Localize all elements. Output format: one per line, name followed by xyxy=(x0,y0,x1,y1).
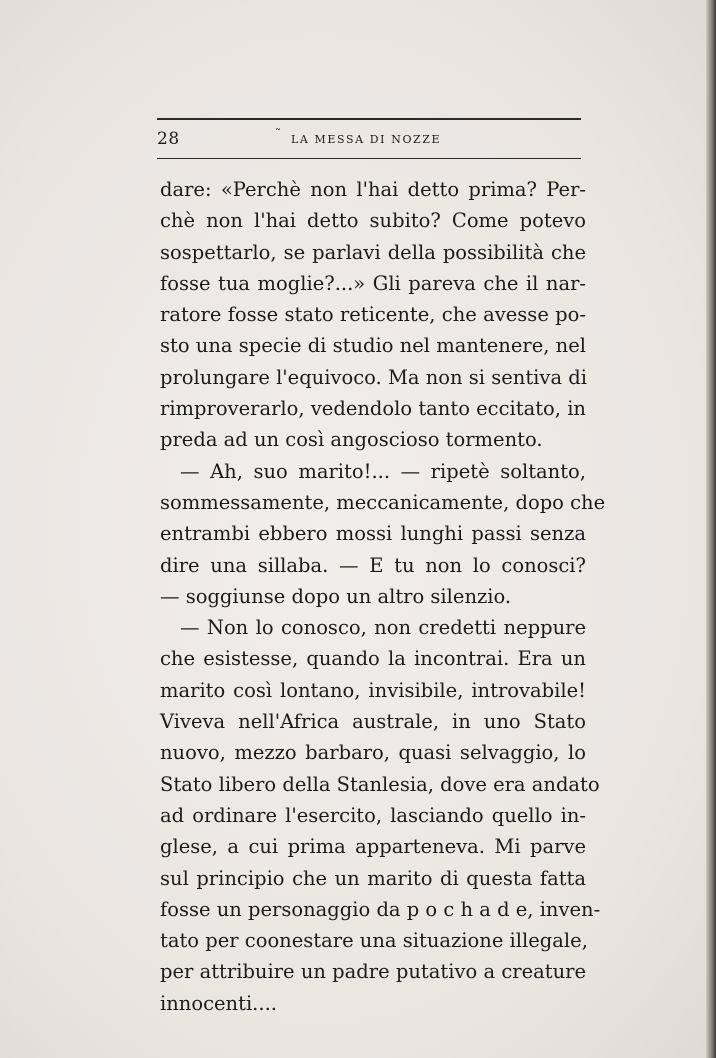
text-line: Viveva nell'Africa australe, in uno Stato xyxy=(160,710,586,734)
text-line: — Ah, suo marito!... — ripetè soltanto, xyxy=(180,459,586,483)
text-line: sommessamente, meccanicamente, dopo che xyxy=(160,490,606,514)
text-line: nuovo, mezzo barbaro, quasi selvaggio, lo xyxy=(160,741,586,765)
page-edge-shadow xyxy=(706,0,716,1058)
text-line: per attribuire un padre putativo a creature xyxy=(160,960,586,984)
page-number: 28 xyxy=(157,129,180,149)
text-line: chè non l'hai detto subito? Come potevo xyxy=(160,209,586,233)
running-title: ˜ LA MESSA DI NOZZE xyxy=(291,133,441,146)
header-rule-bottom xyxy=(157,158,581,159)
text-line: sto una specie di studio nel mantenere, nel xyxy=(160,334,586,358)
text-line: preda ad un così angoscioso tormento. xyxy=(160,428,543,452)
text-line: innocenti.... xyxy=(160,991,277,1015)
body-text xyxy=(160,174,606,1019)
page-header xyxy=(157,129,581,151)
text-line: rimproverarlo, vedendolo tanto eccitato, in xyxy=(160,397,586,421)
text-line: che esistesse, quando la incontrai. Era un xyxy=(160,647,586,671)
text-line: Stato libero della Stanlesia, dove era andato xyxy=(160,772,600,796)
text-line: sospettarlo, se parlavi della possibilità che xyxy=(160,240,586,264)
text-line: fosse tua moglie?...» Gli pareva che il nar- xyxy=(160,271,586,295)
text-line: tato per coonestare una situazione illegale, xyxy=(160,929,588,953)
text-line: ad ordinare l'esercito, lasciando quello in- xyxy=(160,803,586,827)
text-line: dire una sillaba. — E tu non lo conosci? xyxy=(160,553,586,577)
text-line: — soggiunse dopo un altro silenzio. xyxy=(160,584,512,608)
text-line: entrambi ebbero mossi lunghi passi senza xyxy=(160,522,586,546)
text-line: — Non lo conosco, non credetti neppure xyxy=(180,616,586,640)
header-rule-top xyxy=(157,118,581,120)
text-line: sul principio che un marito di questa fatta xyxy=(160,866,586,890)
text-line: dare: «Perchè non l'hai detto prima? Per- xyxy=(160,178,586,201)
text-line: prolungare l'equivoco. Ma non si sentiva di xyxy=(160,365,587,389)
text-line: fosse un personaggio da p o c h a d e, inven- xyxy=(160,897,601,921)
text-line: marito così lontano, invisibile, introvabile! xyxy=(160,678,586,702)
text-line: glese, a cui prima apparteneva. Mi parve xyxy=(160,835,586,859)
text-line: ratore fosse stato reticente, che avesse po- xyxy=(160,303,586,327)
